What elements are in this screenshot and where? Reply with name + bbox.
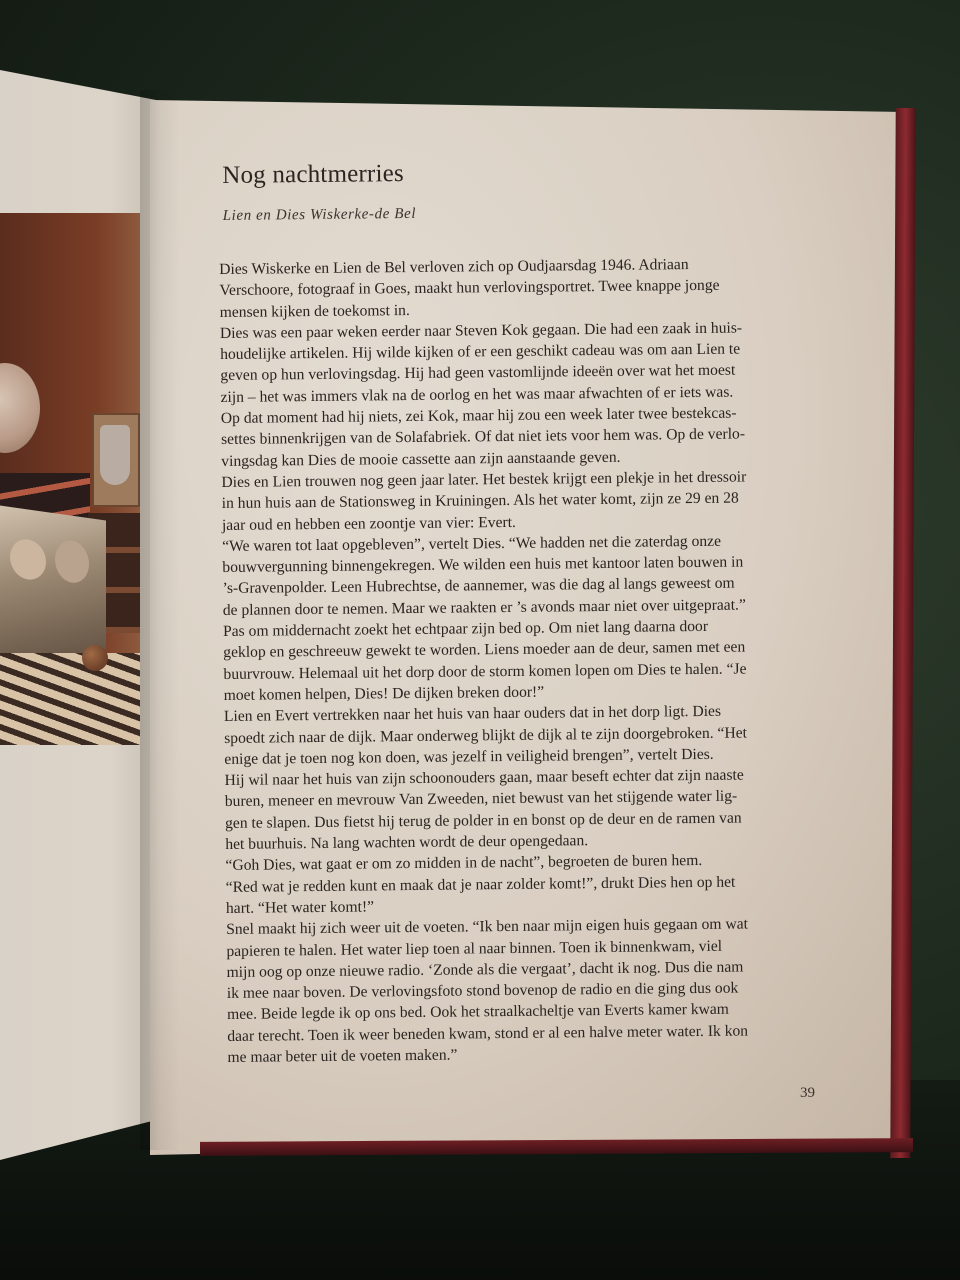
page-number: 39 bbox=[800, 1085, 815, 1101]
text-line: geklop en geschreeuw gewekt te worden. Liens moeder aan de deur, samen met een bbox=[223, 638, 746, 662]
text-line: ik mee naar boven. De verlovingsfoto stond bovenop de radio en die ging dus ook bbox=[226, 979, 739, 1003]
text-line: Pas om middernacht zoekt het echtpaar zijn bed op. Om niet lang daarna door bbox=[222, 617, 709, 641]
body-text bbox=[219, 253, 807, 1068]
text-line: “Goh Dies, wat gaat er om zo midden in de nacht”, begroeten de buren hem. bbox=[225, 852, 703, 875]
text-line: ’s-Gravenpolder. Leen Hubrechtse, de aannemer, was die dag al langs geweest om bbox=[222, 575, 735, 598]
text-line: “Red wat je redden kunt en maak dat je naar zolder komt!”, drukt Dies hen op het bbox=[225, 873, 736, 896]
text-line: bouwvergunning binnengekregen. We wilden een huis met kantoor laten bouwen in bbox=[222, 553, 744, 577]
text-line: daar terecht. Toen ik weer beneden kwam, stond er al een halve meter water. Ik kon bbox=[227, 1022, 749, 1045]
text-line: in hun huis aan de Stationsweg in Kruiningen. Als het water komt, zijn ze 29 en 28 bbox=[221, 489, 739, 513]
photo-head bbox=[0, 363, 40, 453]
text-line: Lien en Evert vertrekken naar het huis van haar ouders dat in het dorp ligt. Dies bbox=[223, 702, 722, 726]
text-line: het buurhuis. Na lang wachten wordt de deur opengedaan. bbox=[225, 832, 589, 853]
text-line: settes binnenkrijgen van de Solafabriek. Of dat niet iets voor hem was. Op de verlo- bbox=[220, 425, 746, 449]
photo-elderly-man-with-portrait bbox=[0, 213, 140, 745]
photo-rug bbox=[0, 653, 140, 745]
text-line: Dies Wiskerke en Lien de Bel verloven zich op Oudjaarsdag 1946. Adriaan bbox=[219, 256, 689, 278]
text-line: mensen kijken de toekomst in. bbox=[219, 301, 410, 321]
text-line: mee. Beide legde ik op ons bed. Ook het straalkacheltje van Everts kamer kwam bbox=[226, 1001, 729, 1024]
text-line: papieren te halen. Het water liep toen al naar binnen. Toen ik binnenkwam, viel bbox=[226, 937, 723, 960]
text-line: buren, meneer en mevrouw Van Zweeden, niet bewust van het stijgende water lig- bbox=[224, 788, 738, 811]
text-line: Dies en Lien trouwen nog geen jaar later. Het bestek krijgt een plekje in het dressoir bbox=[221, 468, 747, 491]
text-line: jaar oud en hebben een zoontje van vier: Evert. bbox=[221, 513, 517, 534]
text-line: geven op hun verlovingsdag. Hij had geen vastomlijnde ideeën over wat het moest bbox=[220, 362, 736, 385]
page-content bbox=[218, 144, 808, 1068]
text-line: mijn oog op onze nieuwe radio. ‘Zonde als die vergaat’, dacht ik nog. Dus die nam bbox=[226, 958, 744, 981]
text-line: enige dat je toen nog kon doen, was jezelf in veiligheid brengen”, vertelt Dies. bbox=[224, 745, 714, 768]
text-line: “We waren tot laat opgebleven”, vertelt Dies. “We hadden net die zaterdag onze bbox=[222, 532, 722, 555]
text-line: houdelijke artikelen. Hij wilde kijken of er een geschikt cadeau was om aan Lien te bbox=[220, 340, 741, 364]
photo-frame-knob bbox=[82, 645, 108, 671]
chapter-title: Nog nachtmerries bbox=[222, 160, 405, 189]
text-line: zijn – het was immers vlak na de oorlog en het was maar afwachten of er iets was. bbox=[220, 383, 734, 406]
text-line: buurvrouw. Helemaal uit het dorp door de storm komen lopen om Dies te halen. “Je bbox=[223, 660, 747, 683]
text-line: Op dat moment had hij niets, zei Kok, maar hij zou een week later twee bestekcas- bbox=[220, 404, 737, 428]
text-line: gen te slapen. Dus fietst hij terug de polder in en bonst op de deur en de ramen van bbox=[224, 809, 742, 832]
text-line: spoedt zich naar de dijk. Maar onderweg blijkt de dijk al te zijn doorgebroken. “Het bbox=[224, 724, 748, 747]
text-line: me maar beter uit de voeten maken.” bbox=[227, 1046, 458, 1066]
text-line: moet komen helpen, Dies! De dijken breken door!” bbox=[223, 683, 545, 704]
text-line: Hij wil naar het huis van zijn schoonouders gaan, maar beseft echter dat zijn naaste bbox=[224, 766, 744, 790]
text-line: Snel maakt hij zich weer uit de voeten. “Ik ben naar mijn eigen huis gegaan om wat bbox=[226, 915, 749, 939]
text-line: Verschoore, fotograaf in Goes, maakt hun verlovingsportret. Twee knappe jonge bbox=[219, 277, 720, 300]
book-cover-edge bbox=[890, 108, 915, 1158]
text-line: Dies was een paar weken eerder naar Steven Kok gegaan. Die had een zaak in huis- bbox=[219, 319, 743, 342]
text-line: vingsdag kan Dies de mooie cassette aan zijn aanstaande geven. bbox=[221, 448, 621, 470]
text-line: hart. “Het water komt!” bbox=[225, 898, 375, 917]
left-page bbox=[0, 70, 156, 1160]
text-line: de plannen door te nemen. Maar we raakten er ’s avonds maar niet over uitgepraat.” bbox=[222, 596, 746, 619]
chapter-subtitle: Lien en Dies Wiskerke-de Bel bbox=[222, 205, 417, 224]
photo-speaker bbox=[92, 413, 140, 507]
